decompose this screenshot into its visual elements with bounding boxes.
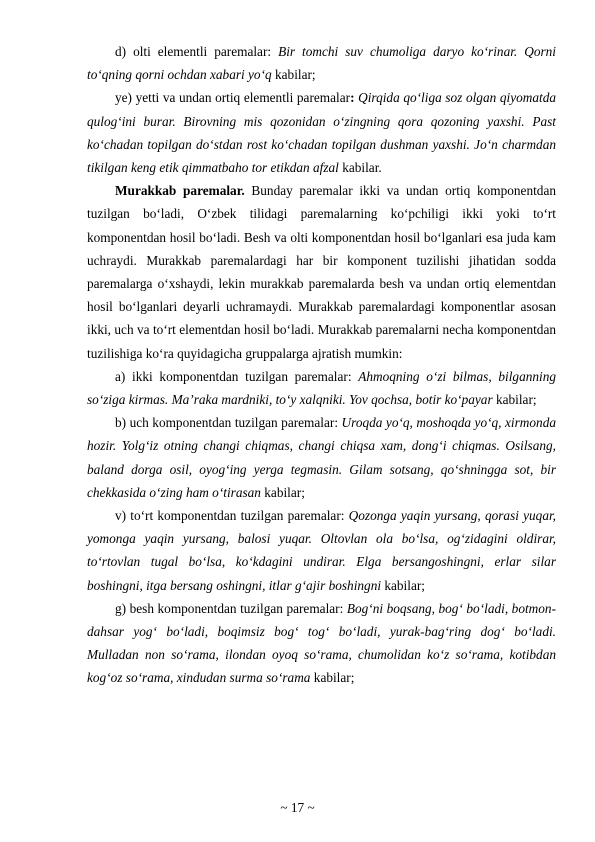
paragraph-tail-text: kabilar.	[338, 160, 382, 176]
paragraph-tail-text: kabilar;	[271, 67, 316, 83]
proverb-examples: Bir tomchi suv chumoliga daryo ko‘rinar. Qorni to‘qning qorni ochdan xabari yo‘q	[87, 44, 556, 83]
paragraph-body-text: Bunday paremalar ikki va undan ortiq komponentdan tuzilgan bo‘ladi, O‘zbek tilidagi paremalarning ko‘pchiligi ikki yoki to‘rt komponentdan hosil bo‘ladi. Besh va olti komponentdan hosil bo‘lganlari esa juda kam uchraydi. Murakkab paremalardagi har bir komponent tuzilishi jihatidan sodda paremalarga o‘xshaydi, lekin murakkab paremalarda besh va undan ortiq elementdan hosil bo‘lganlari deyarli uchramaydi. Murakkab paremalardagi komponentlar asosan ikki, uch va to‘rt elementdan hosil bo‘ladi. Murakkab paremalarni necha komponentdan tuzilishiga ko‘ra quyidagicha gruppalarga ajratish mumkin:	[87, 183, 556, 361]
proverb-examples: Ahmoqning o‘zi bilmas, bilganning so‘ziga kirmas. Ma’raka mardniki, to‘y xalqniki. Yov qochsa, botir ko‘payar	[87, 368, 557, 408]
proverb-examples: Bog‘ni boqsang, bog‘ bo‘ladi, botmon-dahsar yog‘ bo‘ladi, boqimsiz bog‘ tog‘ bo‘ladi, yurak-bag‘ring dog‘ bo‘ladi. Mulladan non so‘rama, ilondan oyoq so‘rama, chumolidan ko‘z so‘rama, kotibdan kog‘oz so‘rama, xindudan surma so‘rama	[87, 600, 556, 686]
proverb-examples: Qozonga yaqin yursang, qorasi yuqar, yomonga yaqin yursang, balosi yuqar. Oltovlan ola bo‘lsa, og‘zidagini oldirar, to‘rtovlan tugal bo‘lsa, ko‘kdagini undirar. Elga bersangoshingni, erlar silar boshingni, itga bersang oshingni, itlar g‘ajir boshingni	[87, 508, 557, 593]
proverb-examples: Uroqda yo‘q, moshoqda yo‘q, xirmonda hozir. Yolg‘iz otning changi chiqmas, changi chiqsa xam, dong‘i chiqmas. Osilsang, baland dorga osil, oyog‘ing yerga tegmasin. Gilam sotsang, qo‘shningga sot, bir chekkasida o‘zing ham o‘tirasan	[87, 415, 556, 500]
paragraph-complex-paremas	[87, 179, 556, 365]
paragraph-tail-text: kabilar;	[492, 392, 537, 408]
section-heading: Murakkab paremalar.	[115, 183, 245, 199]
paragraph-lead-text: v) to‘rt komponentdan tuzilgan paremalar:	[115, 508, 349, 524]
paragraph-colon: :	[350, 90, 355, 106]
paragraph-tail-text: kabilar;	[260, 484, 305, 500]
paragraph-tail-text: kabilar;	[310, 670, 355, 686]
paragraph-six-element	[87, 40, 556, 86]
paragraph-two-component	[87, 365, 556, 411]
paragraph-seven-element	[87, 86, 556, 179]
paragraph-lead-text: ye) yetti va undan ortiq elementli paremalar	[115, 90, 351, 106]
paragraph-tail-text: kabilar;	[381, 577, 425, 593]
page-number: ~ 17 ~	[280, 800, 315, 815]
paragraph-lead-text: g) besh komponentdan tuzilgan paremalar:	[115, 600, 347, 616]
proverb-examples: Qirqida qo‘liga soz olgan qiyomatda qulog‘ini burar. Birovning mis qozonidan o‘zingning qora qozoning yaxshi. Past ko‘chadan topilgan do‘stdan rost ko‘chadan topilgan dushman yaxshi. Jo‘n charmdan tikilgan keng etik qimmatbaho tor etikdan afzal	[87, 90, 556, 176]
paragraph-lead-text: a) ikki komponentdan tuzilgan paremalar:	[115, 368, 359, 384]
paragraph-five-component	[87, 597, 556, 690]
paragraph-lead-text: b) uch komponentdan tuzilgan paremalar:	[115, 415, 342, 431]
paragraph-four-component	[87, 504, 556, 597]
paragraph-lead-text: d) olti elementli paremalar:	[115, 44, 279, 59]
document-body	[87, 40, 556, 690]
paragraph-three-component	[87, 411, 556, 504]
